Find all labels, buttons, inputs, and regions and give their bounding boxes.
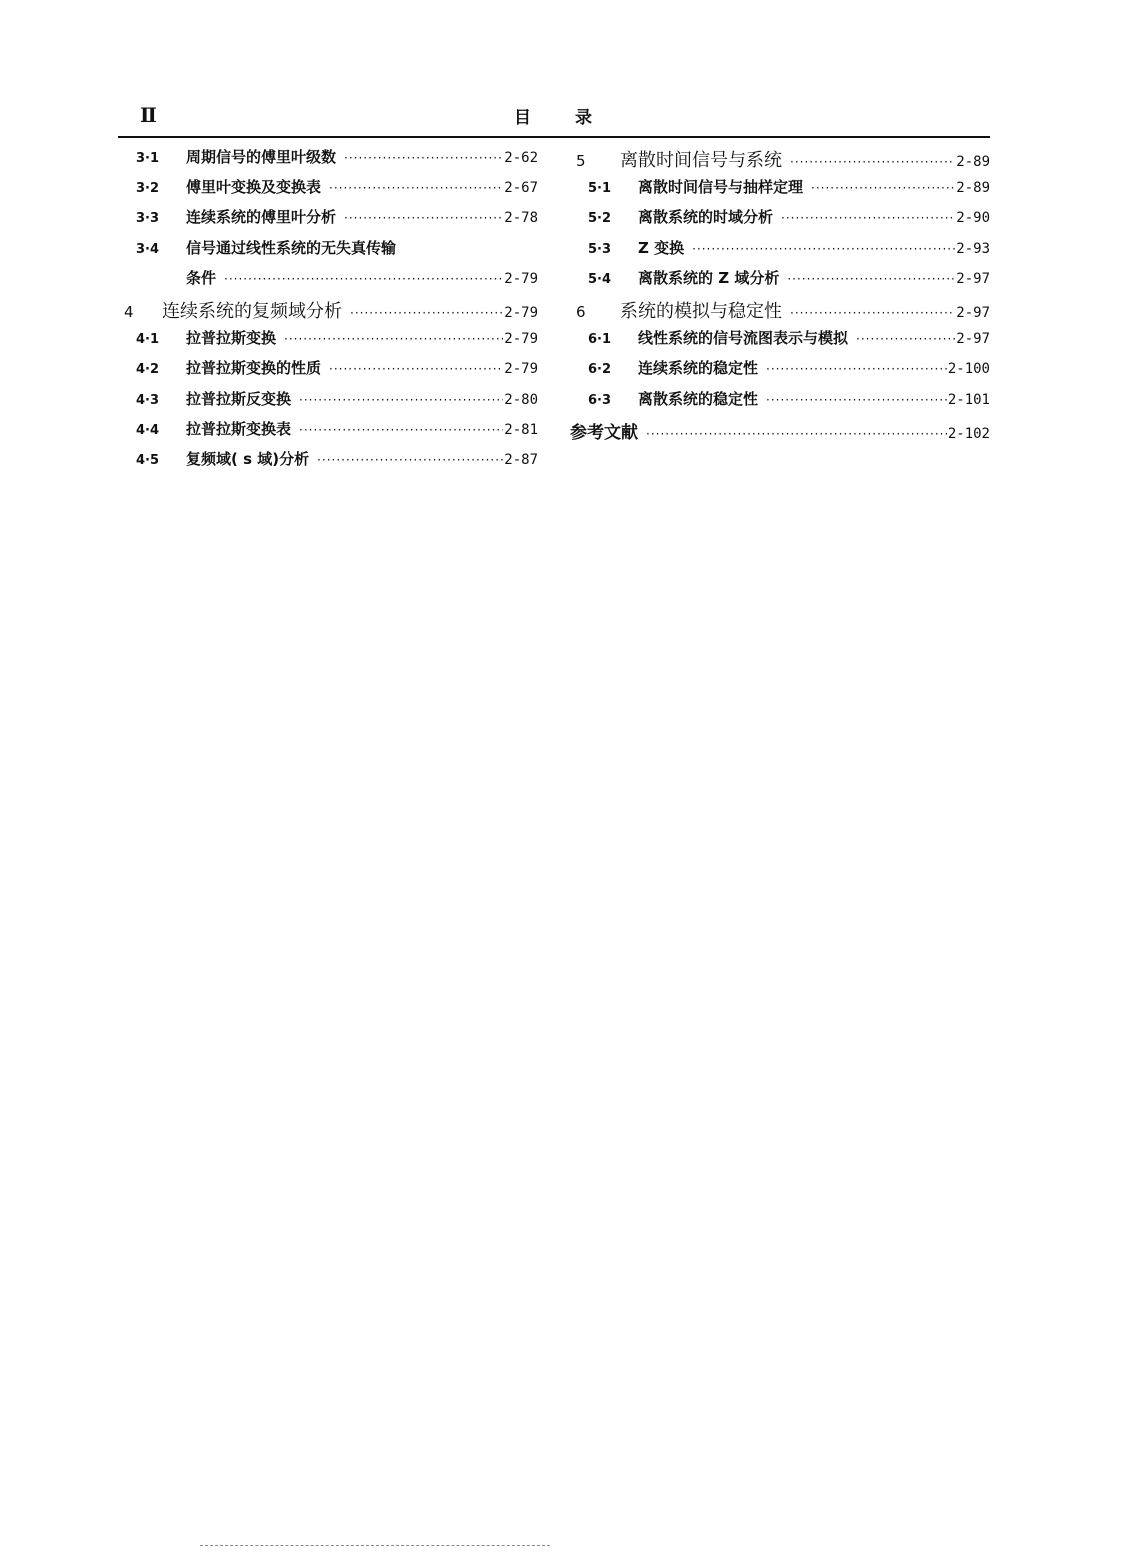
toc-entry-page: 2-79 [504,304,538,321]
toc-entry-number: 5·4 [588,271,612,287]
toc-entry [570,237,990,267]
dot-leader [344,151,503,165]
toc-entry-title: 离散系统的稳定性 [638,389,759,408]
toc-entry-page: 2-79 [504,361,538,378]
toc-entry [570,357,990,387]
toc-entry-number: 3·3 [136,211,160,227]
dot-leader [646,427,947,441]
dot-leader [299,423,503,437]
toc-entry-title: 拉普拉斯变换 [186,329,277,348]
toc-entry-page: 2-81 [504,421,538,438]
page-title: 目录 [514,108,636,128]
toc-entry [570,327,990,357]
toc-entry-number: 5 [576,152,586,170]
toc-entry-number: 6·2 [588,362,612,378]
toc-entry-number: 6 [576,302,586,321]
toc-entry-number: 4·3 [136,392,160,408]
toc-entry-title: 线性系统的信号流图表示与模拟 [638,329,849,348]
dot-leader [344,211,503,225]
dot-leader [329,181,503,195]
toc-entry-title: 拉普拉斯反变换 [186,389,292,408]
toc-entry [120,146,538,176]
toc-entry-title: 复频域( s 域)分析 [186,449,310,468]
toc-entry-number: 3·1 [136,151,160,166]
dot-leader [790,306,955,320]
toc-entry-page: 2-100 [947,361,990,378]
dot-leader [790,155,955,169]
toc-entry-number: 6·1 [588,332,612,348]
toc-entry-page: 2-67 [504,180,538,197]
dot-leader [284,332,503,346]
dot-leader [781,211,955,225]
toc-entry-page: 2-101 [947,391,990,408]
toc-entry-page: 2-102 [947,425,990,442]
toc-entry-title: 条件 [186,268,217,287]
dot-leader [787,272,955,286]
toc-entry-title: 参考文献 [570,422,638,443]
toc-entry-title: 离散系统的 Z 域分析 [638,268,780,287]
toc-entry-title: 信号通过线性系统的无失真传输 [186,238,397,257]
toc-entry-page: 2-89 [956,180,990,197]
toc-entry [120,448,538,478]
footer-line [200,1545,550,1546]
toc-entry [120,237,538,267]
toc-entry-number: 3·4 [136,241,160,257]
toc-entry-title: 连续系统的稳定性 [638,359,759,378]
dot-leader [350,306,503,320]
toc-entry-page: 2-89 [956,154,990,170]
header-rule [118,136,990,138]
toc-entry-number: 4·2 [136,362,160,378]
toc-left-column [120,146,538,478]
toc-entry-page: 2-97 [956,331,990,348]
toc-entry-number: 4 [124,302,134,321]
dot-leader [856,332,955,346]
toc-entry [120,357,538,387]
toc-entry [570,297,990,327]
page-number-roman: Ⅱ [140,103,157,127]
dot-leader [766,362,947,376]
toc-entry-page: 2-80 [504,391,538,408]
toc-entry-title: 离散时间信号与系统 [620,150,782,171]
toc-entry [120,176,538,206]
toc-entry-title: 连续系统的复频域分析 [162,300,342,322]
dot-leader [329,362,503,376]
toc-entry-number: 4·1 [136,332,160,348]
dot-leader [692,242,955,256]
toc-entry-page: 2-79 [504,331,538,348]
toc-entry [570,267,990,297]
toc-entry-number: 4·4 [136,422,160,438]
toc-right-column [570,146,990,448]
dot-leader [299,393,503,407]
toc-entry-title: 拉普拉斯变换的性质 [186,359,322,378]
toc-entry [120,297,538,327]
toc-entry-number: 5·2 [588,211,612,227]
toc-entry-title: 周期信号的傅里叶级数 [186,148,337,166]
toc-entry [570,388,990,418]
toc-entry-page: 2-87 [504,451,538,468]
dot-leader [224,272,503,286]
toc-entry-page: 2-97 [956,270,990,287]
dot-leader [317,453,503,467]
toc-entry [120,206,538,236]
toc-entry-number: 4·5 [136,452,160,468]
toc-entry-title: 傅里叶变换及变换表 [186,178,322,197]
toc-entry [120,388,538,418]
dot-leader [811,181,955,195]
toc-entry-page: 2-93 [956,240,990,257]
toc-entry [120,327,538,357]
toc-entry [570,176,990,206]
toc-entry [570,418,990,448]
toc-entry-title: 连续系统的傅里叶分析 [186,208,337,227]
toc-entry-number: 3·2 [136,181,160,197]
toc-entry-page: 2-90 [956,210,990,227]
toc-entry [570,146,990,176]
toc-entry-number: 5·3 [588,241,612,257]
toc-entry-page: 2-62 [504,150,538,166]
toc-entry [570,206,990,236]
toc-entry-title: 离散时间信号与抽样定理 [638,178,804,197]
dot-leader [766,393,947,407]
toc-entry-title: 离散系统的时域分析 [638,208,774,227]
toc-entry-page: 2-97 [956,304,990,321]
toc-entry-number: 5·1 [588,181,612,197]
toc-entry-number: 6·3 [588,392,612,408]
toc-entry [120,267,538,297]
toc-entry-title: 系统的模拟与稳定性 [620,300,782,322]
toc-entry [120,418,538,448]
toc-entry-title: Z 变换 [638,238,685,257]
toc-entry-title: 拉普拉斯变换表 [186,419,292,438]
toc-entry-page: 2-78 [504,210,538,227]
toc-entry-page: 2-79 [504,270,538,287]
